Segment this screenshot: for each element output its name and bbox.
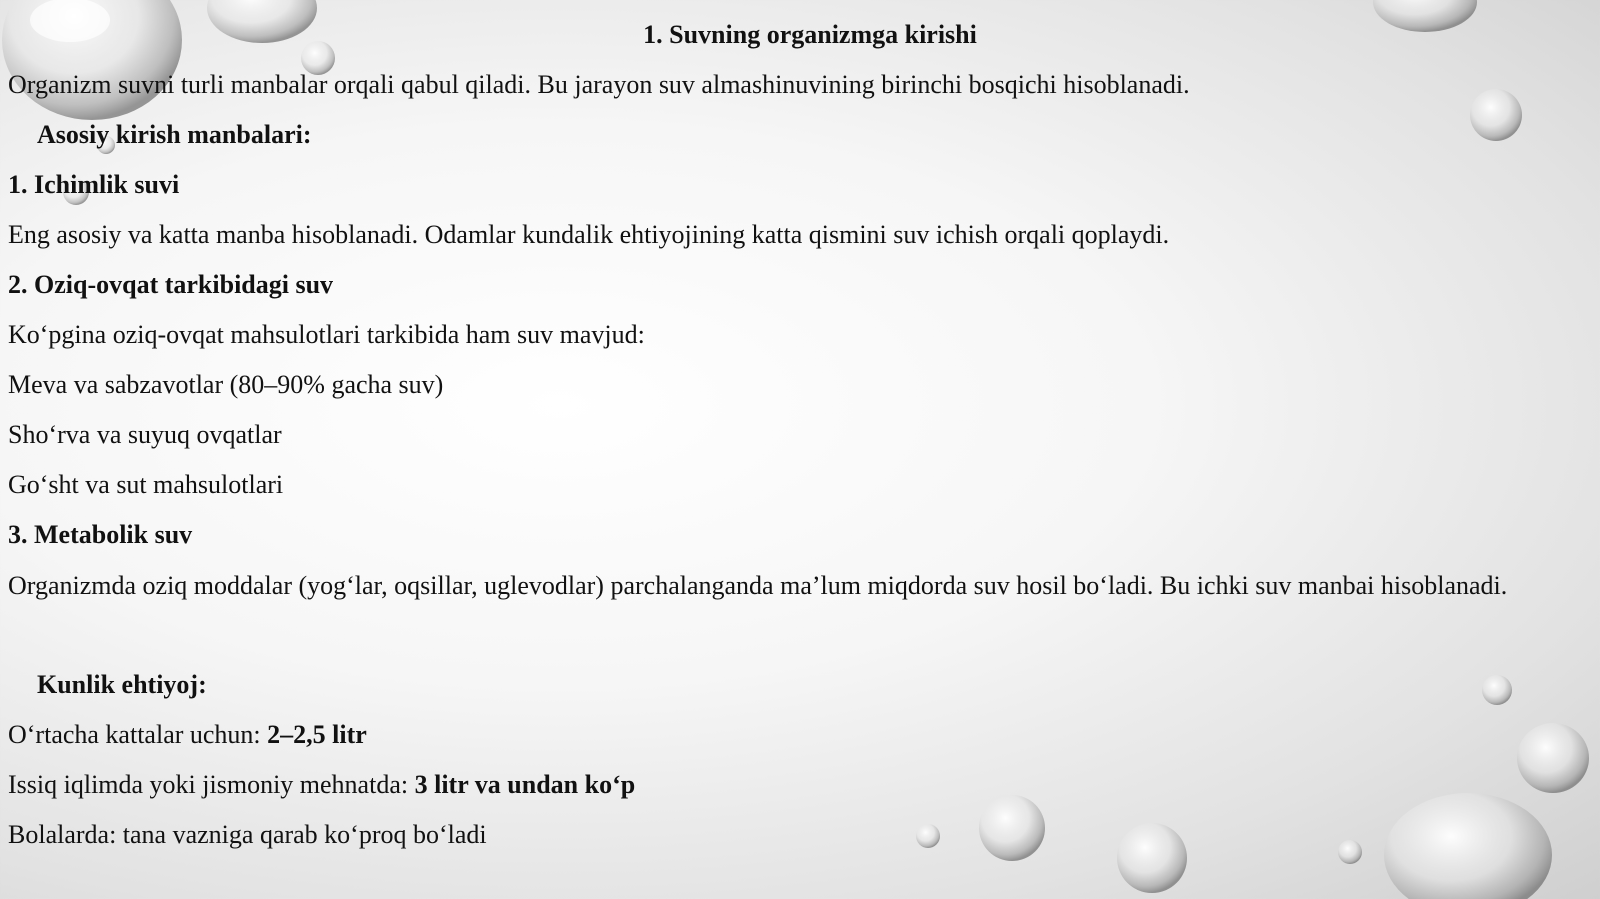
daily-need-value: 2–2,5 litr (267, 720, 367, 749)
daily-need-label: O‘rtacha kattalar uchun: (8, 720, 268, 749)
source-text-food-water: Ko‘pgina oziq-ovqat mahsulotlari tarkibida ham suv mavjud: (8, 320, 645, 349)
source-heading-drinking-water: 1. Ichimlik suvi (8, 170, 180, 199)
main-sources-heading: Asosiy kirish manbalari: (37, 120, 312, 149)
daily-need-label: Bolalarda: tana vazniga qarab ko‘proq bo‘ladi (8, 820, 487, 849)
daily-need-hot-climate (8, 768, 1568, 802)
list-item: Go‘sht va sut mahsulotlari (8, 470, 284, 499)
daily-need-children (8, 818, 1568, 852)
daily-need-adults (8, 718, 1568, 752)
source-heading-metabolic-water: 3. Metabolik suv (8, 520, 193, 549)
intro-paragraph: Organizm suvni turli manbalar orqali qabul qiladi. Bu jarayon suv almashinuvining birinchi bosqichi hisoblanadi. (8, 70, 1190, 99)
source-heading-food-water: 2. Oziq-ovqat tarkibidagi suv (8, 270, 334, 299)
slide-title: 1. Suvning organizmga kirishi (643, 20, 977, 49)
daily-need-heading: Kunlik ehtiyoj: (37, 670, 207, 699)
source-text-metabolic-water: Organizmda oziq moddalar (yog‘lar, oqsillar, uglevodlar) parchalanganda ma’lum miqdorda suv hosil bo‘ladi. Bu ichki suv manbai hisoblanadi. (8, 571, 1508, 600)
daily-need-label: Issiq iqlimda yoki jismoniy mehnatda: (8, 770, 415, 799)
daily-need-value: 3 litr va undan ko‘p (414, 770, 636, 799)
list-item: Meva va sabzavotlar (80–90% gacha suv) (8, 370, 444, 399)
list-item: Sho‘rva va suyuq ovqatlar (8, 420, 282, 449)
source-text-drinking-water: Eng asosiy va katta manba hisoblanadi. Odamlar kundalik ehtiyojining katta qismini suv ichish orqali qoplaydi. (8, 220, 1170, 249)
